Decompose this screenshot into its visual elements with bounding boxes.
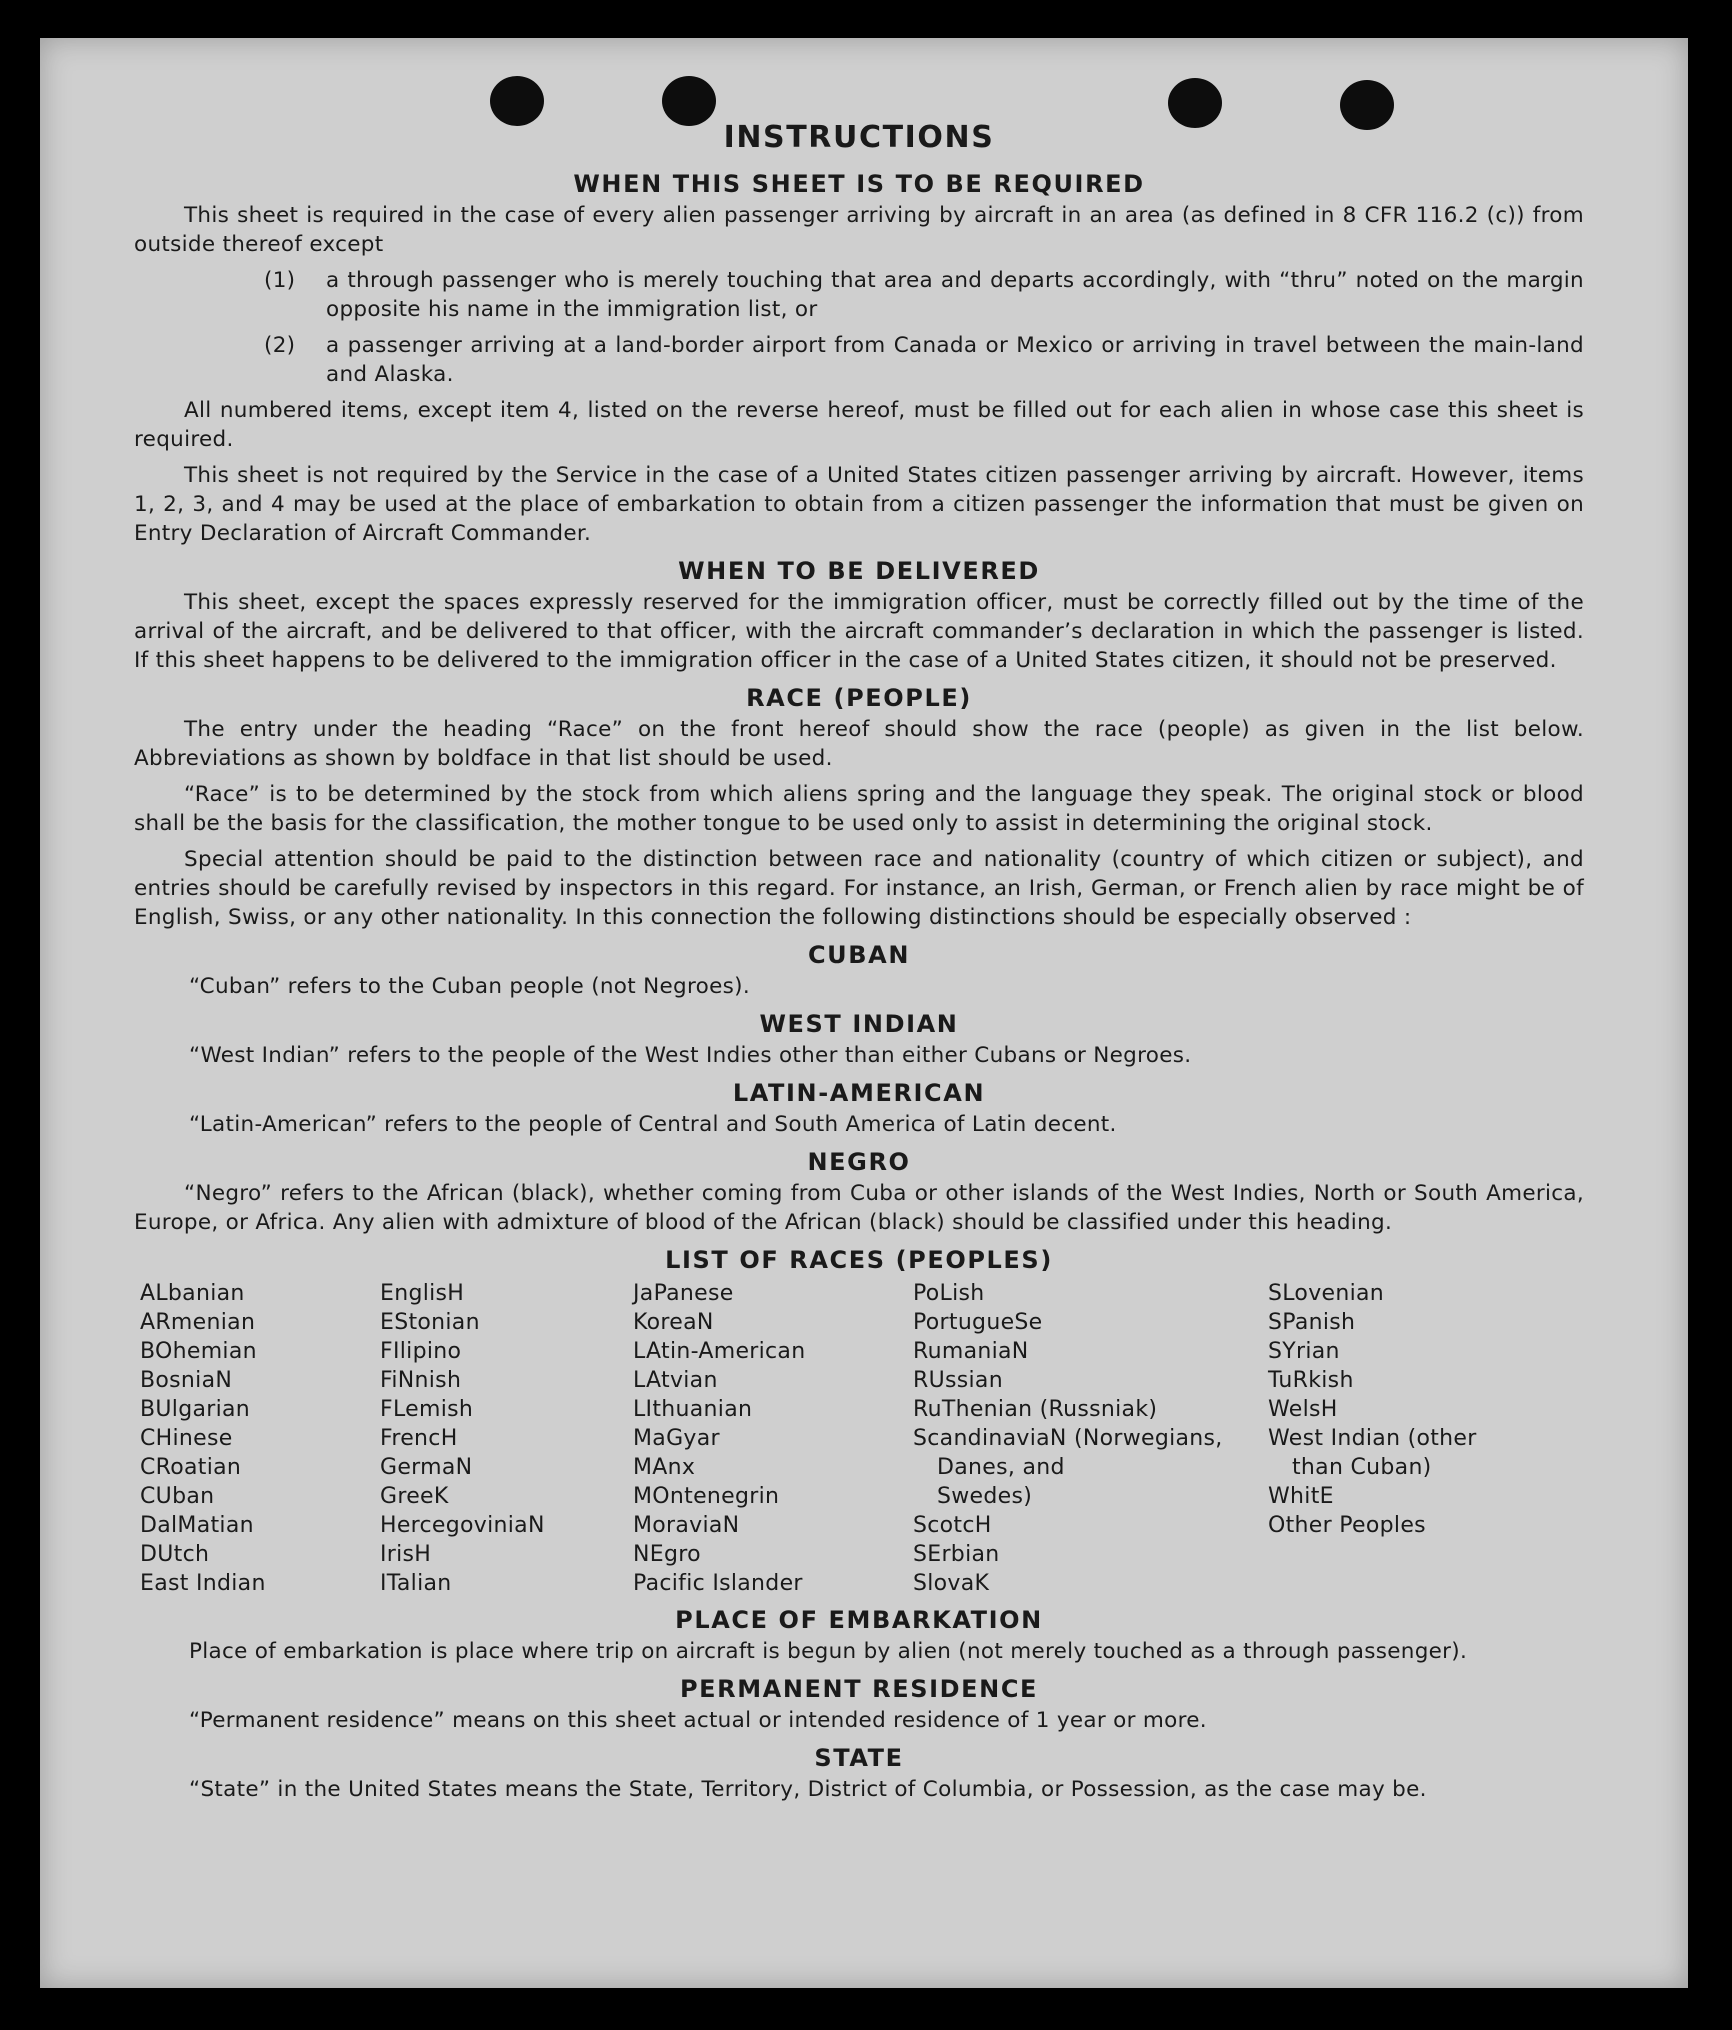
race-entry: EStonian xyxy=(380,1310,480,1335)
race-entry: Pacific Islander xyxy=(633,1571,803,1596)
race-entry: ARmenian xyxy=(140,1310,256,1335)
section-heading-delivered: WHEN TO BE DELIVERED xyxy=(678,557,1040,585)
race-entry: ScandinaviaN (Norwegians, xyxy=(913,1426,1223,1451)
section-heading-latin-american: LATIN-AMERICAN xyxy=(732,1079,986,1107)
race-entry: DUtch xyxy=(140,1542,210,1567)
race-entry: JaPanese xyxy=(633,1281,734,1306)
race-entry: BUlgarian xyxy=(140,1397,251,1422)
exception-number: (2) xyxy=(264,333,296,358)
section-heading-state: STATE xyxy=(814,1744,904,1772)
residence-definition: “Permanent residence” means on this sheet actual or intended residence of 1 year or more. xyxy=(189,1708,1207,1733)
exception-item xyxy=(134,266,1584,324)
negro-definition: “Negro” refers to the African (black), whether coming from Cuba or other islands of the West Indies, North or South America, Europe, or Africa. Any alien with admixture of blood of the African (black) should be classified under this heading. xyxy=(134,1181,1584,1235)
race-entry: LAtvian xyxy=(633,1368,718,1393)
race-entry: MaGyar xyxy=(633,1426,720,1451)
race-entry: FIlipino xyxy=(380,1339,462,1364)
races-column xyxy=(380,1279,633,1598)
race-entry: BosniaN xyxy=(140,1368,233,1393)
required-paragraph: All numbered items, except item 4, listed on the reverse hereof, must be filled out for each alien in whose case this sheet is required. xyxy=(134,398,1584,452)
race-entry: GreeK xyxy=(380,1484,449,1509)
race-entry: PoLish xyxy=(913,1281,985,1306)
section-heading-negro: NEGRO xyxy=(807,1148,911,1176)
race-entry: West Indian (other xyxy=(1268,1426,1477,1451)
race-entry: FiNnish xyxy=(380,1368,462,1393)
exception-number: (1) xyxy=(264,268,296,293)
race-entry: MOntenegrin xyxy=(633,1484,780,1509)
race-entry: PortugueSe xyxy=(913,1310,1043,1335)
required-paragraph: This sheet is not required by the Service in the case of a United States citizen passenger arriving by aircraft. However, items 1, 2, 3, and 4 may be used at the place of embarkation to obtain from a citizen passenger the information that must be given on Entry Declaration of Aircraft Commander. xyxy=(134,463,1584,546)
race-entry: ALbanian xyxy=(140,1281,245,1306)
race-entry: Swedes) xyxy=(937,1484,1033,1509)
race-entry: CRoatian xyxy=(140,1455,242,1480)
section-heading-embarkation: PLACE OF EMBARKATION xyxy=(675,1606,1043,1634)
section-heading-residence: PERMANENT RESIDENCE xyxy=(679,1675,1039,1703)
races-column xyxy=(913,1279,1268,1598)
race-entry: SlovaK xyxy=(913,1571,990,1596)
race-entry: RumaniaN xyxy=(913,1339,1029,1364)
exception-text: a through passenger who is merely touching that area and departs accordingly, with “thru” noted on the margin opposite his name in the immigration list, or xyxy=(326,268,1584,322)
required-intro: This sheet is required in the case of every alien passenger arriving by aircraft in an area (as defined in 8 CFR 116.2 (c)) from outside thereof except xyxy=(134,203,1584,257)
race-entry: East Indian xyxy=(140,1571,266,1596)
race-entry: IrisH xyxy=(380,1542,432,1567)
race-entry: RuThenian (Russniak) xyxy=(913,1397,1158,1422)
race-entry: EnglisH xyxy=(380,1281,465,1306)
race-entry: TuRkish xyxy=(1268,1368,1354,1393)
race-entry: MoraviaN xyxy=(633,1513,740,1538)
race-entry: BOhemian xyxy=(140,1339,257,1364)
section-heading-west-indian: WEST INDIAN xyxy=(759,1010,959,1038)
latin-american-definition: “Latin-American” refers to the people of Central and South America of Latin decent. xyxy=(189,1112,1117,1137)
section-heading-race: RACE (PEOPLE) xyxy=(746,684,972,712)
race-entry: SYrian xyxy=(1268,1339,1340,1364)
race-entry: DalMatian xyxy=(140,1513,254,1538)
race-entry: MAnx xyxy=(633,1455,696,1480)
instructions-content xyxy=(134,118,1584,1811)
race-entry: NEgro xyxy=(633,1542,701,1567)
race-entry: KoreaN xyxy=(633,1310,714,1335)
race-entry: SErbian xyxy=(913,1542,1000,1567)
race-entry: than Cuban) xyxy=(1292,1455,1432,1480)
race-entry: Danes, and xyxy=(937,1455,1065,1480)
race-entry: CUban xyxy=(140,1484,215,1509)
race-paragraph: The entry under the heading “Race” on the front hereof should show the race (people) as given in the list below. Abbreviations as shown by boldface in that list should be used. xyxy=(134,717,1584,771)
race-entry: LAtin-American xyxy=(633,1339,806,1364)
race-entry: FLemish xyxy=(380,1397,474,1422)
delivered-paragraph: This sheet, except the spaces expressly reserved for the immigration officer, must be correctly filled out by the time of the arrival of the aircraft, and be delivered to that officer, with the aircraft commander’s declaration in which the passenger is listed. If this sheet happens to be delivered to the immigration officer in the case of a United States citizen, it should not be preserved. xyxy=(134,590,1584,673)
race-entry: SLovenian xyxy=(1268,1281,1385,1306)
race-entry: Other Peoples xyxy=(1268,1513,1426,1538)
race-entry: HercegoviniaN xyxy=(380,1513,545,1538)
page-title: INSTRUCTIONS xyxy=(723,120,995,155)
race-paragraph: “Race” is to be determined by the stock from which aliens spring and the language they speak. The original stock or blood shall be the basis for the classification, the mother tongue to be used only to assist in determining the original stock. xyxy=(134,782,1584,836)
race-entry: WhitE xyxy=(1268,1484,1334,1509)
section-heading-list-of-races: LIST OF RACES (PEOPLES) xyxy=(665,1246,1053,1274)
race-entry: FrencH xyxy=(380,1426,458,1451)
embarkation-definition: Place of embarkation is place where trip on aircraft is begun by alien (not merely touched as a through passenger). xyxy=(189,1639,1468,1664)
race-entry: CHinese xyxy=(140,1426,233,1451)
race-entry: ITalian xyxy=(380,1571,452,1596)
races-column xyxy=(140,1279,380,1598)
section-heading-cuban: CUBAN xyxy=(807,941,911,969)
race-entry: WelsH xyxy=(1268,1397,1338,1422)
race-paragraph: Special attention should be paid to the distinction between race and nationality (country of which citizen or subject), and entries should be carefully revised by inspectors in this regard. For instance, an Irish, German, or French alien by race might be of English, Swiss, or any other nationality. In this connection the following distinctions should be especially observed : xyxy=(134,847,1584,930)
race-entry: RUssian xyxy=(913,1368,1003,1393)
race-entry: ScotcH xyxy=(913,1513,992,1538)
exception-text: a passenger arriving at a land-border airport from Canada or Mexico or arriving in travel between the main-land and Alaska. xyxy=(326,333,1584,387)
west-indian-definition: “West Indian” refers to the people of the West Indies other than either Cubans or Negroes. xyxy=(189,1043,1192,1068)
race-entry: GermaN xyxy=(380,1455,473,1480)
cuban-definition: “Cuban” refers to the Cuban people (not Negroes). xyxy=(189,974,750,999)
race-entry: SPanish xyxy=(1268,1310,1356,1335)
races-column xyxy=(633,1279,913,1598)
exception-item xyxy=(134,331,1584,389)
state-definition: “State” in the United States means the State, Territory, District of Columbia, or Possession, as the case may be. xyxy=(189,1777,1427,1802)
races-column xyxy=(1268,1279,1568,1598)
race-entry: LIthuanian xyxy=(633,1397,753,1422)
section-heading-required: WHEN THIS SHEET IS TO BE REQUIRED xyxy=(573,170,1145,198)
races-list xyxy=(140,1279,1584,1598)
